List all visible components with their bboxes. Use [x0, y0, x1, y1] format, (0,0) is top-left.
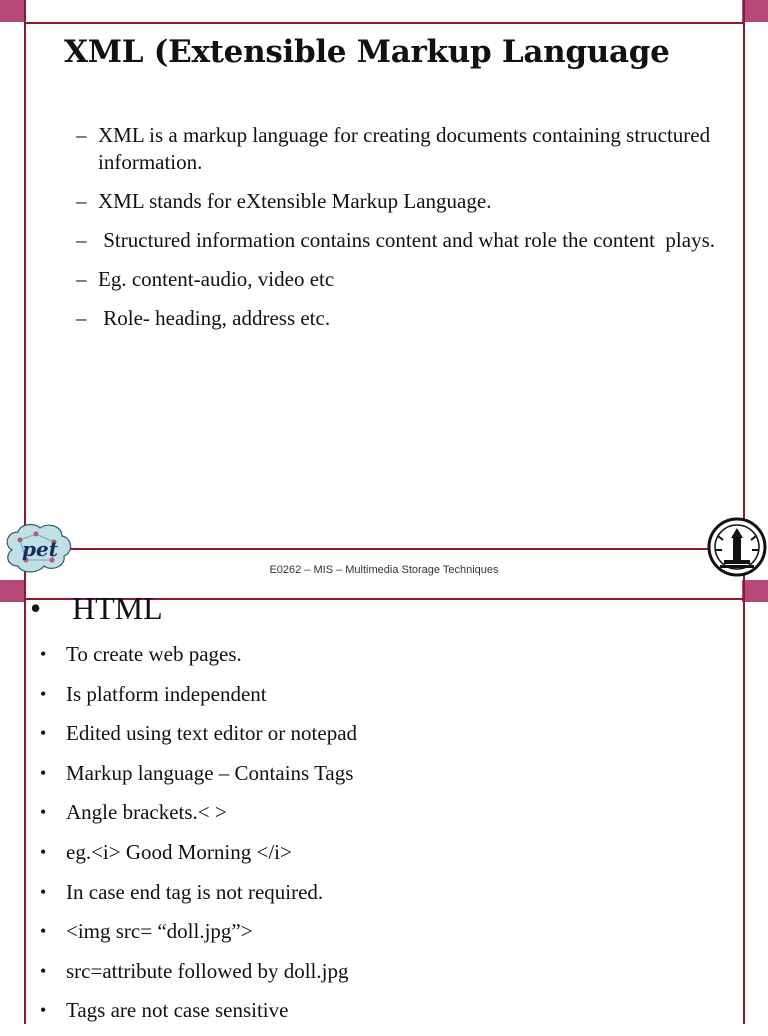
frame-left-line: [24, 580, 26, 1024]
list-item: – Role- heading, address etc.: [76, 306, 331, 330]
corner-decoration: [0, 0, 26, 22]
slide-footer: E0262 – MIS – Multimedia Storage Techniques: [269, 564, 499, 576]
list-item: – XML stands for eXtensible Markup Language.: [76, 189, 492, 213]
list-item: – Structured information contains content and what role the content plays.: [76, 228, 715, 252]
svg-text:pet: pet: [22, 537, 58, 561]
list-item: • <img src= “doll.jpg”>: [40, 919, 253, 944]
slide-title: XML (Extensible Markup Language: [64, 34, 670, 70]
list-item: • Is platform independent: [40, 681, 267, 706]
html-bullet-list: [40, 640, 720, 1036]
slide-2: [0, 580, 768, 1024]
list-item: • To create web pages.: [40, 642, 242, 666]
slide-heading: • HTML: [30, 590, 163, 626]
list-item: – Eg. content-audio, video etc: [76, 267, 335, 291]
list-item: • Markup language – Contains Tags: [40, 760, 354, 785]
list-item: • In case end tag is not required.: [40, 879, 324, 904]
xml-bullet-list: [76, 122, 716, 344]
corner-decoration: [742, 0, 768, 22]
frame-top-line: [24, 22, 745, 24]
list-item: • Edited using text editor or notepad: [40, 721, 358, 746]
list-item: • eg.<i> Good Morning </i>: [40, 839, 292, 864]
frame-right-line: [743, 580, 745, 1024]
frame-left-line: [24, 0, 26, 580]
frame-bottom-line: [60, 548, 710, 550]
frame-right-line: [743, 0, 745, 580]
list-item: • src=attribute followed by doll.jpg: [40, 958, 349, 983]
list-item: • Tags are not case sensitive: [40, 998, 289, 1023]
corner-decoration: [0, 580, 26, 602]
corner-decoration: [742, 580, 768, 602]
list-item: – XML is a markup language for creating documents containing structured information.: [76, 123, 711, 174]
list-item: • Angle brackets.< >: [40, 800, 227, 825]
